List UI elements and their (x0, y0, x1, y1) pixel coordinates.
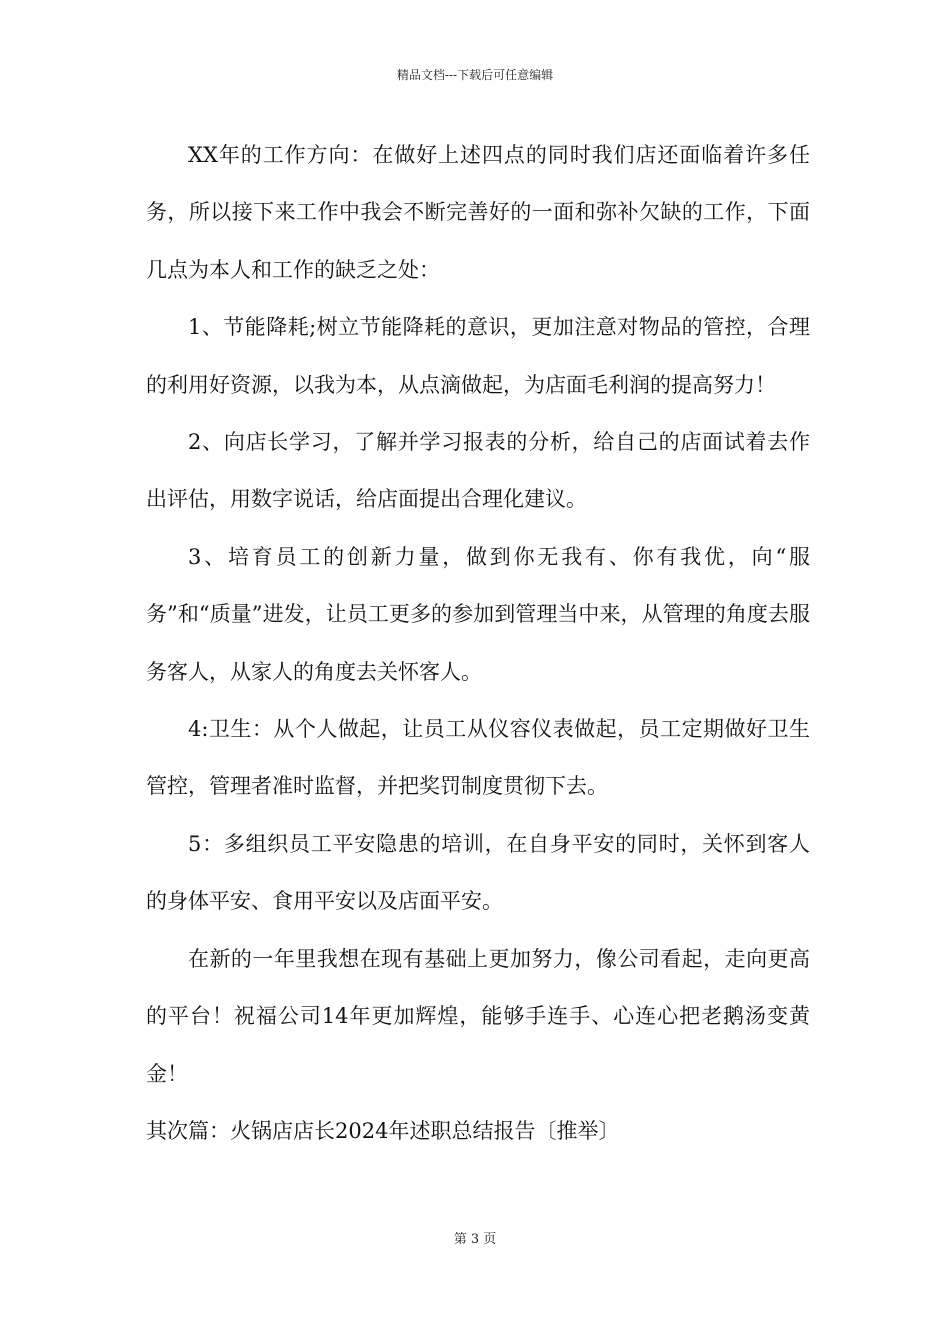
paragraph-item-3: 3、培育员工的创新力量，做到你无我有、你有我优，向“服务”和“质量”进发，让员工更多的参加到管理当中来，从管理的角度去服务客人，从家人的角度去关怀客人。 (146, 544, 810, 684)
paragraph-item-5: 5：多组织员工平安隐患的培训，在自身平安的同时，关怀到客人的身体平安、食用平安以及店面平安。 (146, 831, 810, 914)
paragraph-item-4: 4:卫生：从个人做起，让员工从仪容仪表做起，员工定期做好卫生管控，管理者准时监督，并把奖罚制度贯彻下去。 (146, 717, 810, 799)
document-body (146, 127, 810, 1160)
section-heading: 其次篇：火锅店店长2024年述职总结报告〔推举〕 (146, 1118, 620, 1143)
page-number: 第 3 页 (453, 1232, 497, 1247)
paragraph-work-direction: XX年的工作方向：在做好上述四点的同时我们店还面临着许多任务，所以接下来工作中我会不断完善好的一面和弥补欠缺的工作，下面几点为本人和工作的缺乏之处： (146, 143, 810, 282)
paragraph-new-year: 在新的一年里我想在现有基础上更加努力，像公司看起，走向更高的平台！祝福公司14年更加辉煌，能够手连手、心连心把老鹅汤变黄金！ (146, 946, 810, 1086)
paragraph-item-2: 2、向店长学习，了解并学习报表的分析，给自己的店面试着去作出评估，用数字说话，给店面提出合理化建议。 (146, 430, 810, 512)
page-header: 精品文档---下载后可任意编辑 (396, 68, 554, 82)
paragraph-item-1: 1、节能降耗;树立节能降耗的意识，更加注意对物品的管控，合理的利用好资源，以我为本，从点滴做起，为店面毛利润的提高努力！ (146, 315, 810, 397)
